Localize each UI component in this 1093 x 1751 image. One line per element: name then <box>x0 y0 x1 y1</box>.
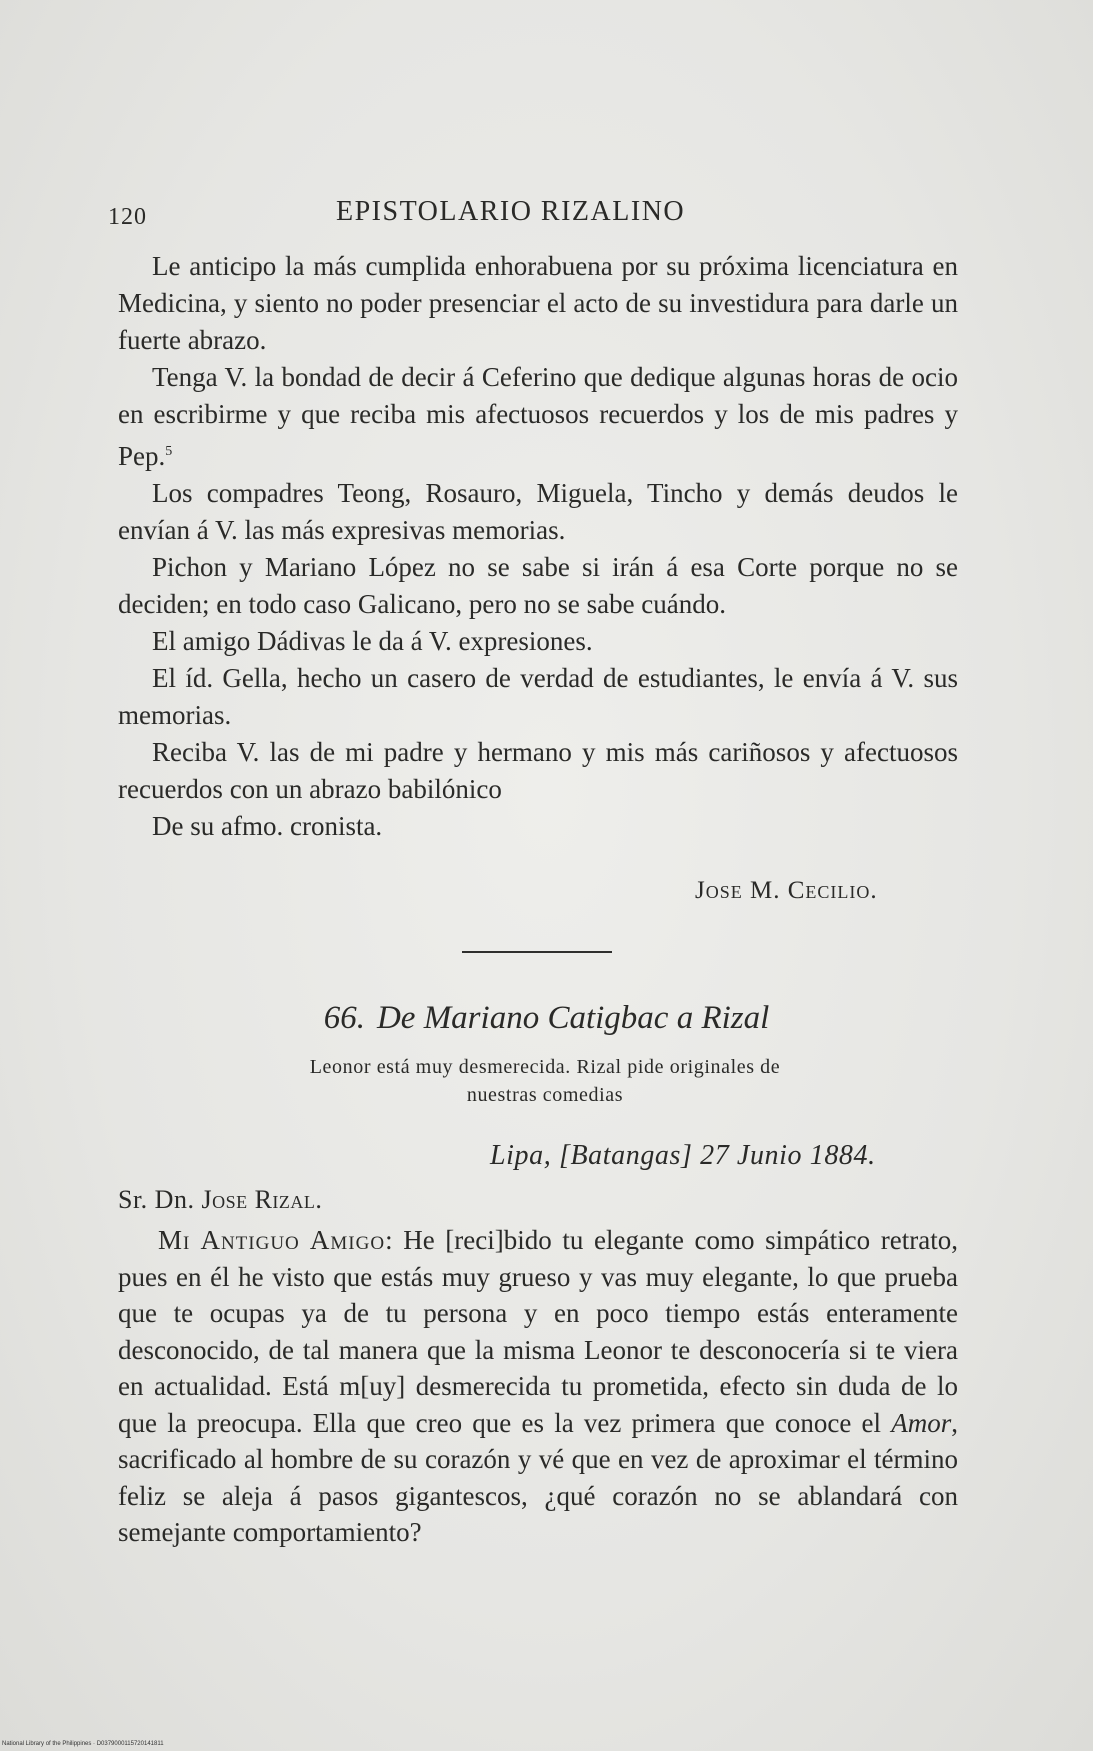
summary-line: nuestras comedias <box>466 1084 624 1106</box>
letter-opening: Mi Antiguo Amigo <box>158 1225 386 1255</box>
letter-number: 66. <box>323 1000 365 1036</box>
salutation-prefix: Sr. Dn. <box>118 1185 202 1214</box>
footer-credit: National Library of the Philippines · D0379000115720141811 <box>2 1741 164 1747</box>
paragraph: Los compadres Teong, Rosauro, Miguela, Tincho y demás deudos le envían á V. las más expresivas memorias. <box>118 478 958 545</box>
paragraph-text: Tenga V. la bondad de decir á Ceferino que dedique algunas horas de ocio en escribirme y que reciba mis afectuosos recuerdos y los de mis padres y Pep. <box>118 362 958 471</box>
letter-title <box>0 1000 1093 1037</box>
emphasized-word: Amor <box>891 1407 952 1438</box>
letter-body <box>118 1222 958 1551</box>
footnote-marker: 5 <box>165 444 173 459</box>
paragraph <box>118 359 958 475</box>
opening-separator: : <box>385 1225 404 1255</box>
salutation-name: Jose Rizal. <box>201 1185 323 1214</box>
page-header <box>108 196 958 236</box>
letter-summary <box>205 1053 885 1109</box>
paragraph: Le anticipo la más cumplida enhorabuena por su próxima licenciatura en Medicina, y siento no poder presenciar el acto de su investidura para darle un fuerte abrazo. <box>118 251 958 355</box>
paragraph <box>118 1222 958 1551</box>
salutation <box>118 1185 322 1215</box>
paragraph: El íd. Gella, hecho un casero de verdad de estudiantes, le envía á V. sus memorias. <box>118 663 958 730</box>
page-number: 120 <box>108 204 147 230</box>
paragraph: Reciba V. las de mi padre y hermano y mis más cariñosos y afectuosos recuerdos con un abrazo babilónico <box>118 737 958 804</box>
letter-title-text: De Mariano Catigbac a Rizal <box>376 1000 770 1036</box>
running-title: EPISTOLARIO RIZALINO <box>336 196 686 227</box>
body-text: , sacrificado al hombre de su corazón y vé que en vez de aproximar el término feliz se aleja á pasos gigantescos, ¿qué corazón no se ablandará con semejante comportamiento? <box>118 1407 958 1547</box>
previous-letter-body <box>118 248 958 845</box>
paragraph: El amigo Dádivas le da á V. expresiones. <box>152 626 593 656</box>
summary-line: Leonor está muy desmerecida. Rizal pide originales de <box>309 1056 781 1078</box>
body-text: He [reci]bido tu elegante como simpático retrato, pues en él he visto que estás muy grueso y vas muy elegante, lo que prueba que te ocupas ya de tu persona y en poco tiempo estás enteramente desconocido, de tal manera que la misma Leonor te desconocería si te viera en actualidad. Está m[uy] desmerecida tu prometida, efecto sin duda de lo que la preocupa. Ella que creo que es la vez primera que conoce el <box>118 1225 958 1438</box>
signature: Jose M. Cecilio. <box>695 877 878 904</box>
section-divider <box>462 951 612 953</box>
paragraph: Pichon y Mariano López no se sabe si irán á esa Corte porque no se deciden; en todo caso Galicano, pero no se sabe cuándo. <box>118 552 958 619</box>
paragraph: De su afmo. cronista. <box>152 811 383 841</box>
dateline: Lipa, [Batangas] 27 Junio 1884. <box>490 1140 876 1171</box>
